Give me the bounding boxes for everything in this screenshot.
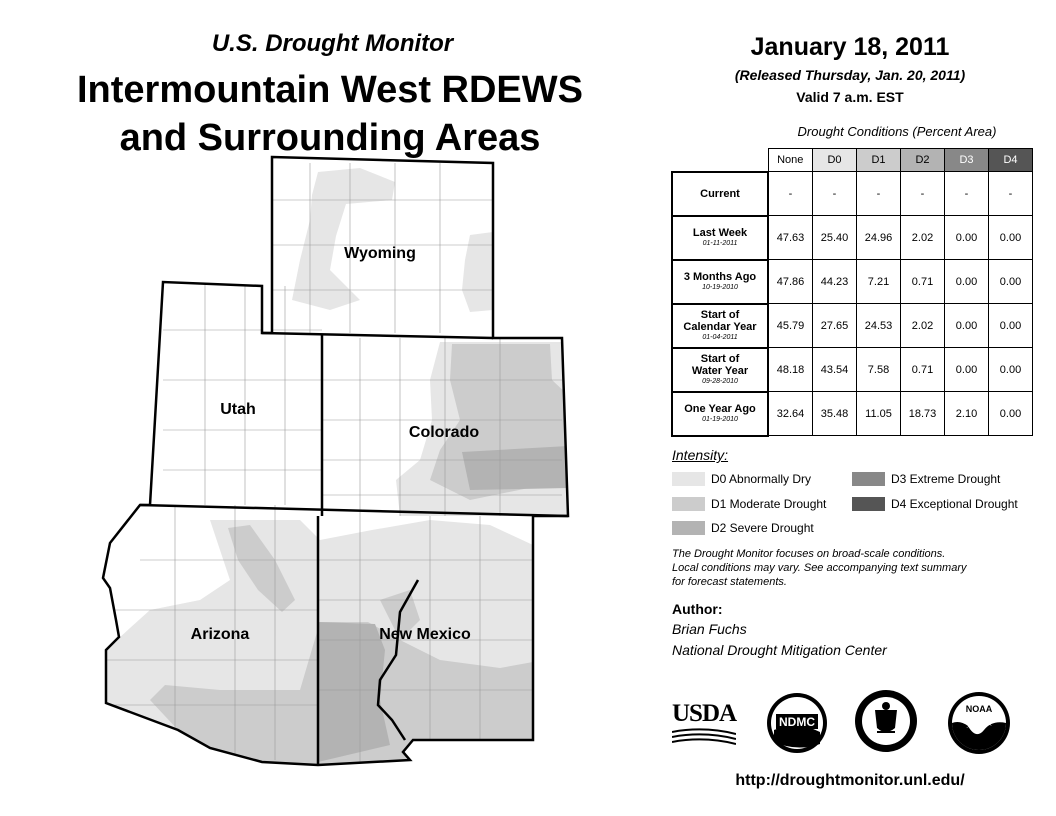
row-label <box>672 260 768 304</box>
row-date: 09-28-2010 <box>702 378 738 385</box>
legend-swatch <box>672 497 705 511</box>
table-cell: 11.05 <box>857 392 901 436</box>
table-cell: 0.00 <box>989 260 1033 304</box>
row-date: 01-11-2011 <box>702 240 738 247</box>
table-cell: 32.64 <box>768 392 813 436</box>
table-cell: 47.86 <box>768 260 813 304</box>
legend-label: D2 Severe Drought <box>711 521 814 535</box>
row-label-line: Water Year <box>691 365 749 377</box>
drought-conditions-table <box>671 148 1033 437</box>
author-org: National Drought Mitigation Center <box>672 642 887 658</box>
table-cell: 24.96 <box>857 216 901 260</box>
table-cell: 35.48 <box>813 392 857 436</box>
column-header: D2 <box>901 149 945 172</box>
row-label-line: Start of <box>700 309 740 321</box>
noaa-logo <box>946 690 1012 756</box>
map-date: January 18, 2011 <box>750 33 950 61</box>
column-header: D3 <box>945 149 989 172</box>
table-cell: - <box>989 172 1033 216</box>
legend-item-d0 <box>672 472 811 486</box>
legend-swatch <box>852 472 885 486</box>
table-cell: 47.63 <box>768 216 813 260</box>
table-cell: 43.54 <box>813 348 857 392</box>
disclaimer-note <box>672 547 1022 589</box>
drought-area-d0-wyoming <box>292 168 395 310</box>
table-cell: 27.65 <box>813 304 857 348</box>
table-cell: - <box>901 172 945 216</box>
row-date: 01-04-2011 <box>702 334 738 341</box>
row-label <box>672 216 768 260</box>
map-title-line1: Intermountain West RDEWS <box>77 69 583 111</box>
table-cell: 2.02 <box>901 304 945 348</box>
table-cell: 0.00 <box>989 392 1033 436</box>
table-cell: 0.00 <box>945 216 989 260</box>
valid-time: Valid 7 a.m. EST <box>796 89 904 105</box>
table-cell: 24.53 <box>857 304 901 348</box>
table-row <box>672 172 1033 216</box>
table-cell: 25.40 <box>813 216 857 260</box>
author-heading: Author: <box>672 601 723 617</box>
release-date: (Released Thursday, Jan. 20, 2011) <box>734 67 966 83</box>
state-label-colorado: Colorado <box>408 424 480 441</box>
column-header: D1 <box>857 149 901 172</box>
table-cell: 0.00 <box>989 348 1033 392</box>
table-cell: - <box>945 172 989 216</box>
table-cell: 0.00 <box>945 260 989 304</box>
table-cell: 7.21 <box>857 260 901 304</box>
table-header-row <box>672 149 1033 172</box>
legend-item-d1 <box>672 497 826 511</box>
drought-map <box>95 150 585 780</box>
legend-label: D1 Moderate Drought <box>711 497 827 511</box>
legend-swatch <box>672 472 705 486</box>
ndmc-logo <box>764 690 830 756</box>
row-label <box>672 172 768 216</box>
row-label <box>672 304 768 348</box>
table-cell: 44.23 <box>813 260 857 304</box>
table-cell: 2.02 <box>901 216 945 260</box>
note-line: The Drought Monitor focuses on broad-scale conditions. <box>672 548 946 560</box>
usda-logo-text: USDA <box>672 700 737 727</box>
map-title <box>15 66 645 162</box>
ndmc-logo-text: NDMC <box>779 715 815 729</box>
legend-item-d2 <box>672 521 814 535</box>
table-cell: 0.71 <box>901 348 945 392</box>
table-cell: 18.73 <box>901 392 945 436</box>
row-label <box>672 392 768 436</box>
table-row <box>672 216 1033 260</box>
usda-field-icon <box>672 728 736 746</box>
table-cell: 45.79 <box>768 304 813 348</box>
row-label-line: Last Week <box>692 227 748 239</box>
column-header: D4 <box>989 149 1033 172</box>
table-row <box>672 348 1033 392</box>
state-label-wyoming: Wyoming <box>344 245 416 262</box>
table-cell: 2.10 <box>945 392 989 436</box>
legend-swatch <box>672 521 705 535</box>
row-label-line: One Year Ago <box>684 403 756 415</box>
legend-item-d4 <box>852 497 1018 511</box>
table-cell: 0.00 <box>945 304 989 348</box>
table-row <box>672 392 1033 436</box>
table-cell: - <box>857 172 901 216</box>
website-link[interactable]: http://droughtmonitor.unl.edu/ <box>735 772 965 789</box>
table-cell: 0.00 <box>945 348 989 392</box>
note-line: Local conditions may vary. See accompanying text summary <box>672 562 967 574</box>
usda-logo <box>672 700 736 748</box>
table-cell: 48.18 <box>768 348 813 392</box>
table-cell: 0.00 <box>989 304 1033 348</box>
drought-area-d0-wyoming-east <box>462 232 493 312</box>
noaa-logo-icon <box>946 690 1012 756</box>
noaa-logo-text: NOAA <box>965 704 993 714</box>
table-cell: - <box>813 172 857 216</box>
conditions-table-title: Drought Conditions (Percent Area) <box>797 124 997 139</box>
map-title-line2: and Surrounding Areas <box>119 117 541 159</box>
row-label-line: 3 Months Ago <box>683 271 757 283</box>
table-cell: 7.58 <box>857 348 901 392</box>
state-label-arizona: Arizona <box>190 626 250 643</box>
dept-of-commerce-seal-icon <box>853 688 919 754</box>
wy-co-border <box>262 333 493 338</box>
drought-area-d2-colorado <box>462 446 568 490</box>
legend-item-d3 <box>852 472 1000 486</box>
table-row <box>672 304 1033 348</box>
commerce-seal <box>853 688 919 754</box>
legend-label: D3 Extreme Drought <box>891 472 1001 486</box>
legend-label: D0 Abnormally Dry <box>711 472 812 486</box>
table-cell: - <box>768 172 813 216</box>
column-header: D0 <box>813 149 857 172</box>
author-name: Brian Fuchs <box>672 621 747 637</box>
row-label <box>672 348 768 392</box>
legend-heading: Intensity: <box>672 447 729 463</box>
table-cell: 0.00 <box>989 216 1033 260</box>
state-label-utah: Utah <box>220 401 256 418</box>
row-date: 10-19-2010 <box>702 284 738 291</box>
note-line: for forecast statements. <box>672 576 787 588</box>
row-label-line: Current <box>700 187 740 200</box>
row-label-line: Start of <box>700 353 740 365</box>
table-row <box>672 260 1033 304</box>
row-date: 01-19-2010 <box>702 416 738 423</box>
legend-swatch <box>852 497 885 511</box>
map-pretitle: U.S. Drought Monitor <box>211 30 454 57</box>
state-label-new-mexico: New Mexico <box>379 626 471 643</box>
column-header: None <box>768 149 813 172</box>
legend-label: D4 Exceptional Drought <box>891 497 1018 511</box>
row-label-line: Calendar Year <box>683 321 757 333</box>
table-cell: 0.71 <box>901 260 945 304</box>
